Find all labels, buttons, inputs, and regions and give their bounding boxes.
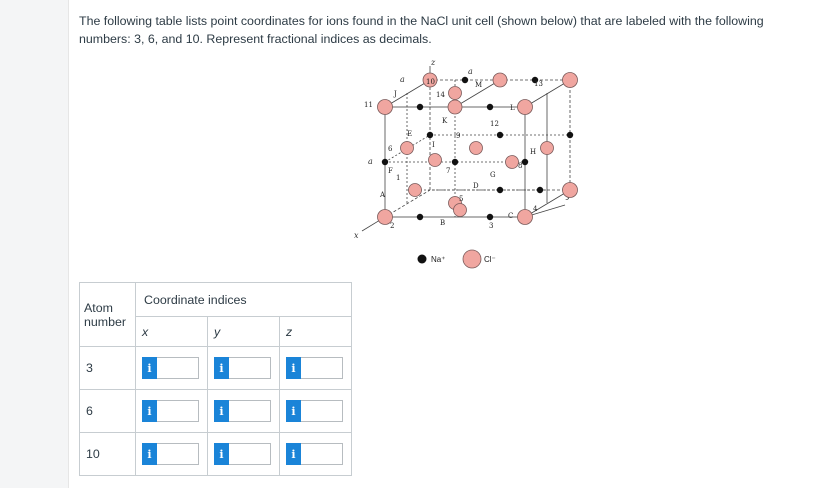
atom-6-y-input[interactable] (229, 400, 271, 422)
atom-3-y-input[interactable] (229, 357, 271, 379)
edge-label-a-1: a (400, 75, 405, 84)
x-axis-label: x (354, 231, 359, 240)
atom-6-z-input[interactable] (301, 400, 343, 422)
label-1: 1 (396, 174, 401, 182)
label-A: A (380, 191, 386, 199)
na-legend-marker (418, 255, 427, 264)
label-9: 9 (456, 132, 461, 140)
table-row (80, 390, 352, 433)
legend (418, 250, 496, 268)
info-icon[interactable]: i (286, 443, 301, 465)
table-row (80, 433, 352, 476)
label-3: 3 (489, 222, 494, 230)
edge-label-a-2: a (468, 67, 473, 76)
label-4: 4 (533, 205, 538, 213)
label-B: B (440, 219, 446, 227)
edge-label-a-3: a (368, 157, 373, 166)
atom-3-z-input[interactable] (301, 357, 343, 379)
info-icon[interactable]: i (142, 357, 157, 379)
label-E: E (407, 130, 413, 138)
x-column-header: x (136, 317, 208, 347)
label-L: L (510, 104, 515, 112)
atom-10-x-input[interactable] (157, 443, 199, 465)
label-F: F (388, 167, 393, 175)
label-J: J (394, 90, 397, 98)
label-12: 12 (490, 120, 499, 128)
label-14: 14 (436, 91, 445, 99)
atom-number-header: Atom number (80, 283, 136, 347)
info-icon[interactable]: i (214, 443, 229, 465)
cl-ions (378, 73, 578, 225)
label-8: 8 (518, 162, 523, 170)
label-C: C (508, 212, 514, 220)
coordinate-indices-header: Coordinate indices (136, 283, 352, 317)
info-icon[interactable]: i (142, 400, 157, 422)
y-column-header: y (208, 317, 280, 347)
label-2: 2 (390, 222, 395, 230)
atom-3-x-input[interactable] (157, 357, 199, 379)
label-K: K (442, 117, 448, 125)
atom-number-cell: 10 (80, 433, 136, 476)
label-11: 11 (364, 101, 373, 109)
atom-6-x-input[interactable] (157, 400, 199, 422)
info-icon[interactable]: i (214, 400, 229, 422)
label-H: H (530, 148, 537, 156)
cl-legend-label: Cl⁻ (484, 255, 496, 264)
atom-number-cell: 6 (80, 390, 136, 433)
label-13: 13 (534, 80, 543, 88)
nacl-unit-cell-figure (340, 60, 580, 275)
label-6: 6 (388, 145, 393, 153)
question-text: The following table lists point coordinates for ions found in the NaCl unit cell (shown below) that are labeled with the following numbers: 3, 6, and 10. Represent fractional indices as decimals. (79, 14, 764, 46)
atom-10-y-input[interactable] (229, 443, 271, 465)
z-column-header: z (280, 317, 352, 347)
label-D: D (473, 182, 479, 190)
info-icon[interactable]: i (214, 357, 229, 379)
info-icon[interactable]: i (286, 400, 301, 422)
na-legend-label: Na⁺ (431, 255, 446, 264)
label-5: 5 (459, 195, 464, 203)
label-M: M (475, 81, 483, 89)
coordinates-table (79, 282, 352, 476)
label-7: 7 (446, 167, 451, 175)
atom-number-cell: 3 (80, 347, 136, 390)
label-10: 10 (426, 78, 435, 86)
cl-legend-marker (463, 250, 481, 268)
label-G: G (490, 171, 496, 179)
atom-10-z-input[interactable] (301, 443, 343, 465)
label-I: I (432, 141, 435, 149)
info-icon[interactable]: i (142, 443, 157, 465)
z-axis-label: z (431, 60, 436, 67)
info-icon[interactable]: i (286, 357, 301, 379)
table-row (80, 347, 352, 390)
